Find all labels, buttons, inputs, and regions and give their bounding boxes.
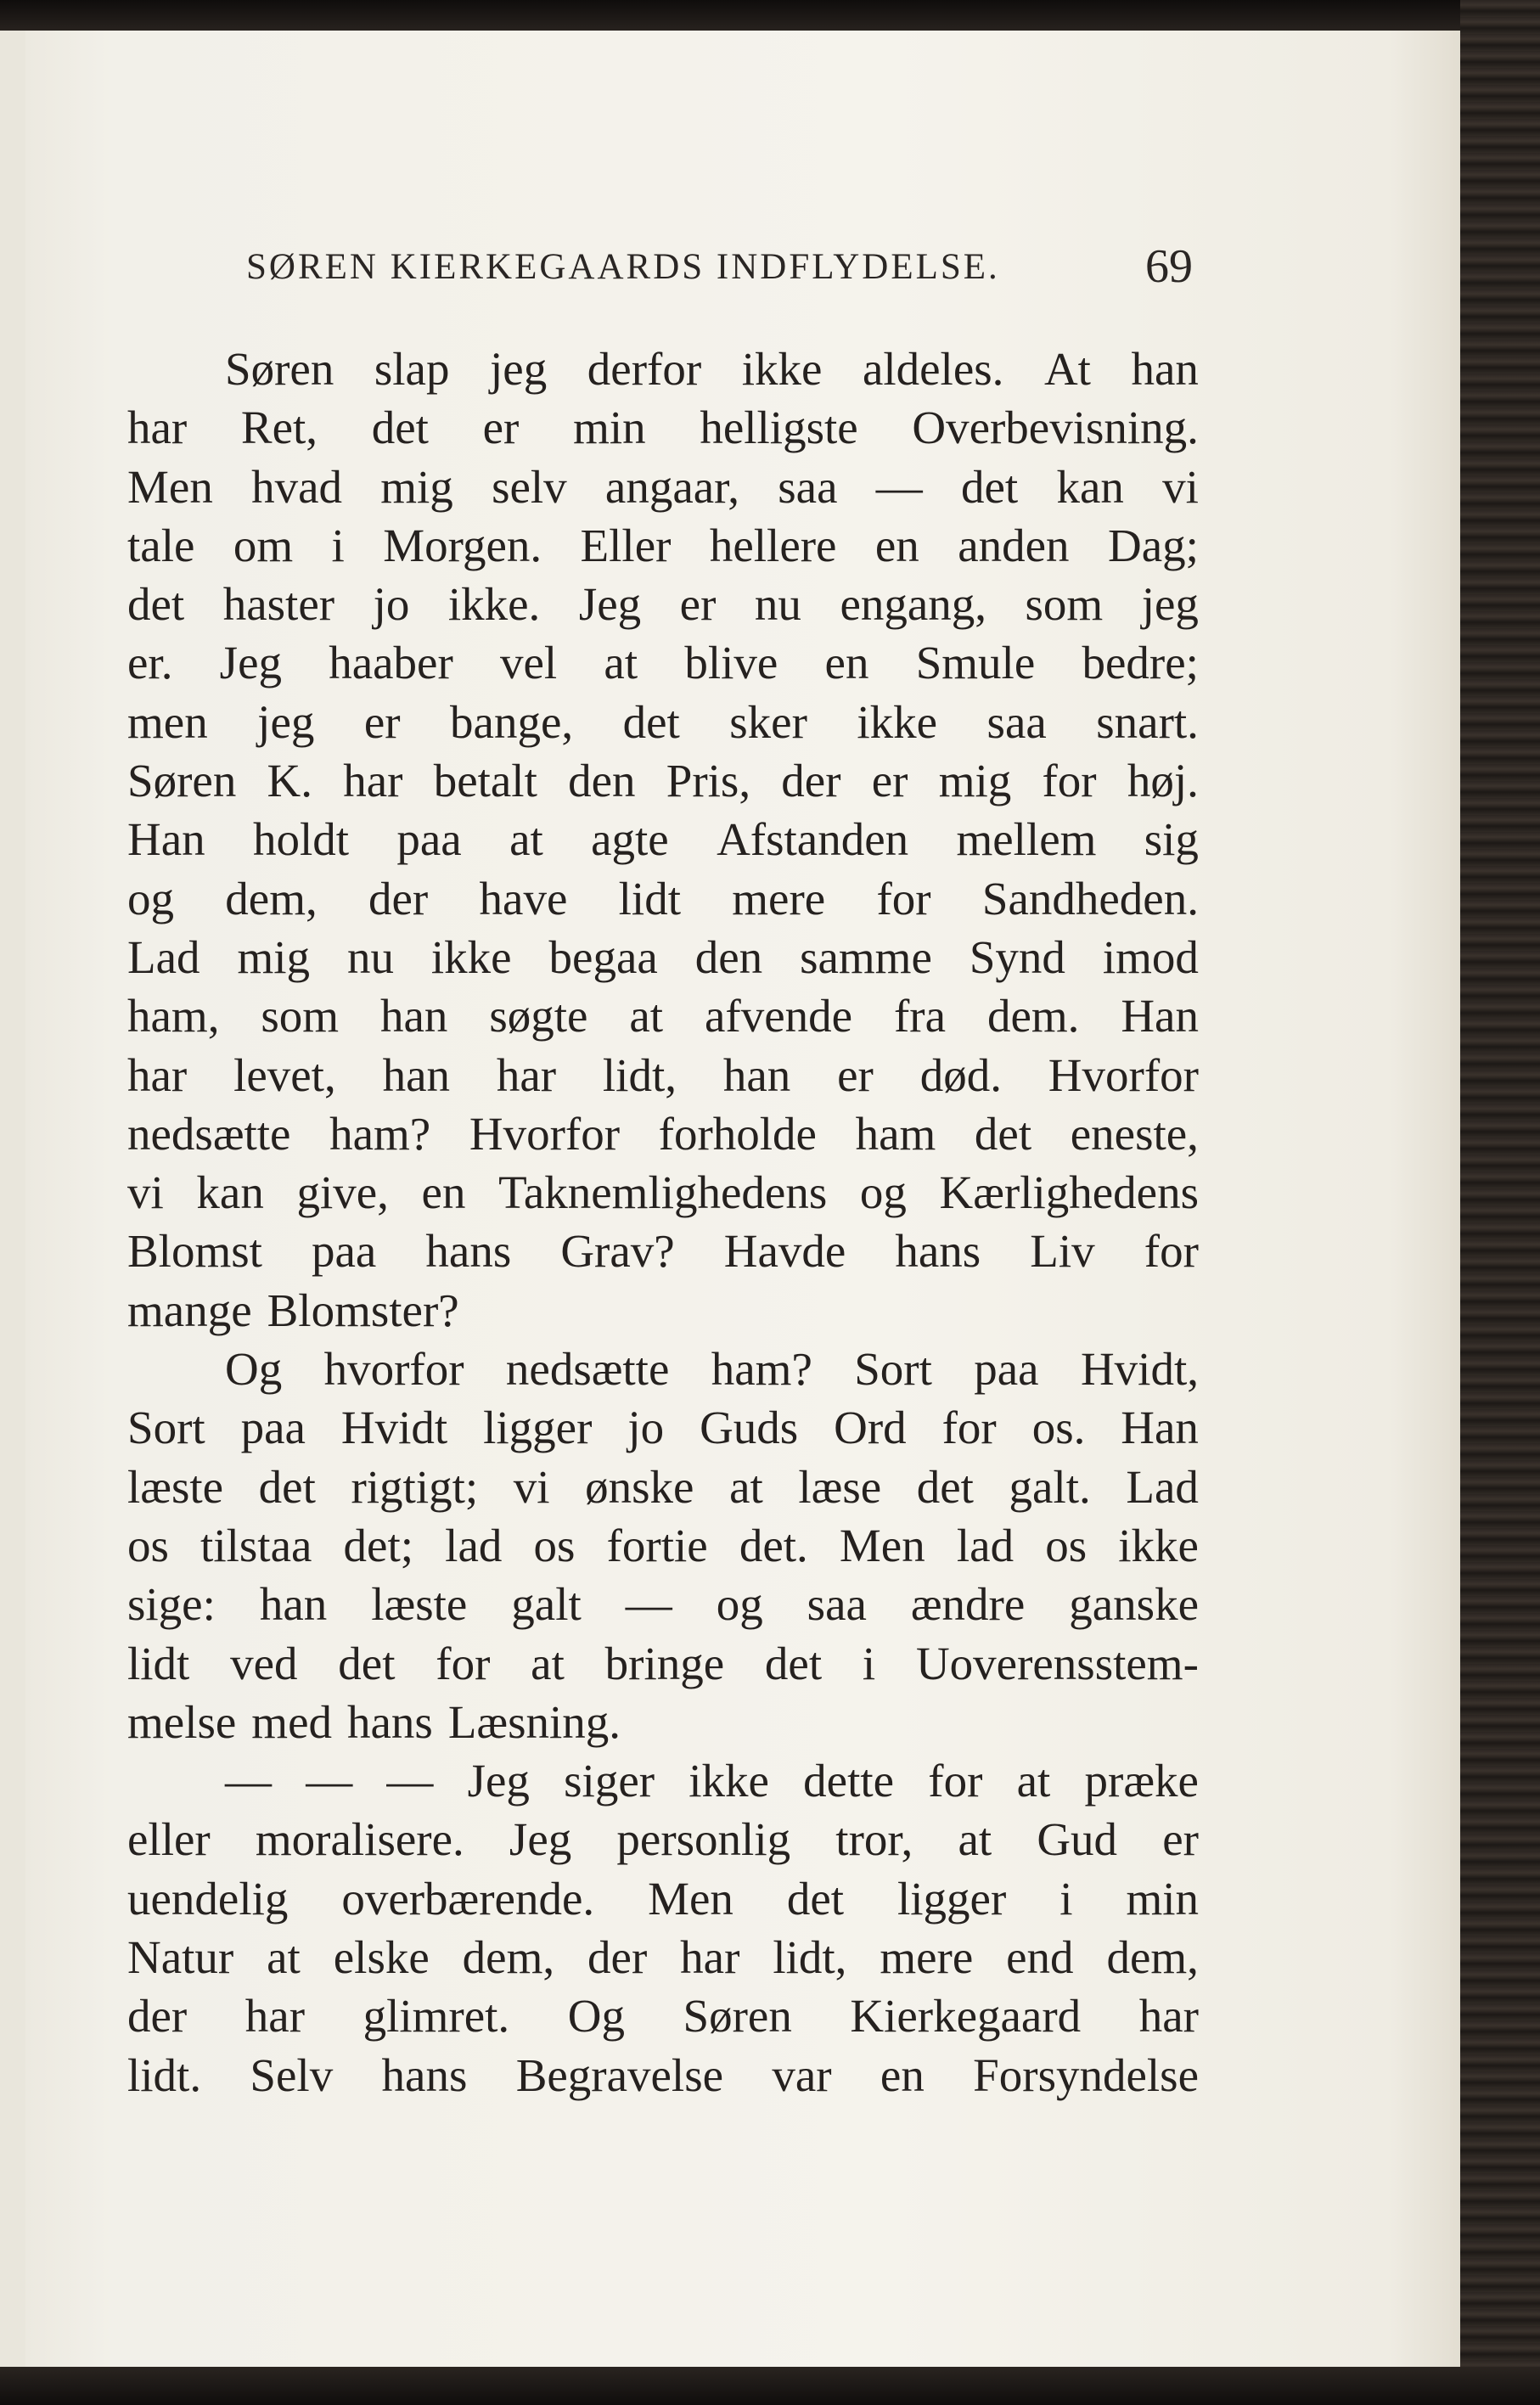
text-line: Søren K. har betalt den Pris, der er mig for høj. — [127, 755, 1199, 807]
text-line: Søren slap jeg derfor ikke aldeles. At han — [225, 343, 1199, 395]
text-line: og dem, der have lidt mere for Sandheden. — [127, 872, 1199, 924]
body-text — [127, 340, 1199, 2104]
text-line: lidt. Selv hans Begravelse var en Forsyndelse — [127, 2048, 1199, 2101]
text-line: — — — Jeg siger ikke dette for at præke — [225, 1755, 1199, 1807]
text-line: uendelig overbærende. Men det ligger i min — [127, 1872, 1199, 1925]
text-line: Sort paa Hvidt ligger jo Guds Ord for os. Han — [127, 1402, 1199, 1454]
text-line: mange Blomster? — [127, 1284, 459, 1336]
text-line: har Ret, det er min helligste Overbevisning. — [127, 402, 1199, 454]
page-header — [0, 238, 1540, 306]
text-line: Og hvorfor nedsætte ham? Sort paa Hvidt, — [225, 1343, 1199, 1396]
text-line: os tilstaa det; lad os fortie det. Men lad os ikke — [127, 1519, 1199, 1571]
text-line: det haster jo ikke. Jeg er nu engang, som jeg — [127, 578, 1199, 631]
page-number: 69 — [1145, 240, 1193, 293]
text-line: nedsætte ham? Hvorfor forholde ham det eneste, — [127, 1107, 1199, 1160]
text-line: Natur at elske dem, der har lidt, mere end dem, — [127, 1931, 1199, 1984]
text-line: har levet, han har lidt, han er død. Hvorfor — [127, 1048, 1199, 1101]
text-line: men jeg er bange, det sker ikke saa snart. — [127, 695, 1199, 748]
text-line: Han holdt paa at agte Afstanden mellem sig — [127, 813, 1199, 866]
text-line: er. Jeg haaber vel at blive en Smule bedre; — [127, 637, 1199, 689]
text-line: ham, som han søgte at afvende fra dem. Han — [127, 990, 1199, 1042]
running-head: SØREN KIERKEGAARDS INDFLYDELSE. — [246, 247, 1000, 287]
text-line: Lad mig nu ikke begaa den samme Synd imod — [127, 930, 1199, 983]
text-line: eller moralisere. Jeg personlig tror, at Gud er — [127, 1813, 1199, 1866]
text-line: Men hvad mig selv angaar, saa — det kan vi — [127, 460, 1199, 513]
scan-bottom-margin — [0, 2367, 1540, 2405]
text-line: sige: han læste galt — og saa ændre ganske — [127, 1578, 1199, 1631]
text-line: melse med hans Læsning. — [127, 1695, 621, 1748]
text-line: Blomst paa hans Grav? Havde hans Liv for — [127, 1225, 1199, 1278]
scan-top-margin — [0, 0, 1540, 34]
text-line: der har glimret. Og Søren Kierkegaard har — [127, 1990, 1199, 2043]
book-cover-edge — [1460, 0, 1540, 2405]
text-line: vi kan give, en Taknemlighedens og Kærlighedens — [127, 1166, 1199, 1219]
text-line: lidt ved det for at bringe det i Uoverensstem- — [127, 1637, 1199, 1689]
text-line: læste det rigtigt; vi ønske at læse det galt. Lad — [127, 1460, 1199, 1513]
text-line: tale om i Morgen. Eller hellere en anden Dag; — [127, 519, 1199, 571]
